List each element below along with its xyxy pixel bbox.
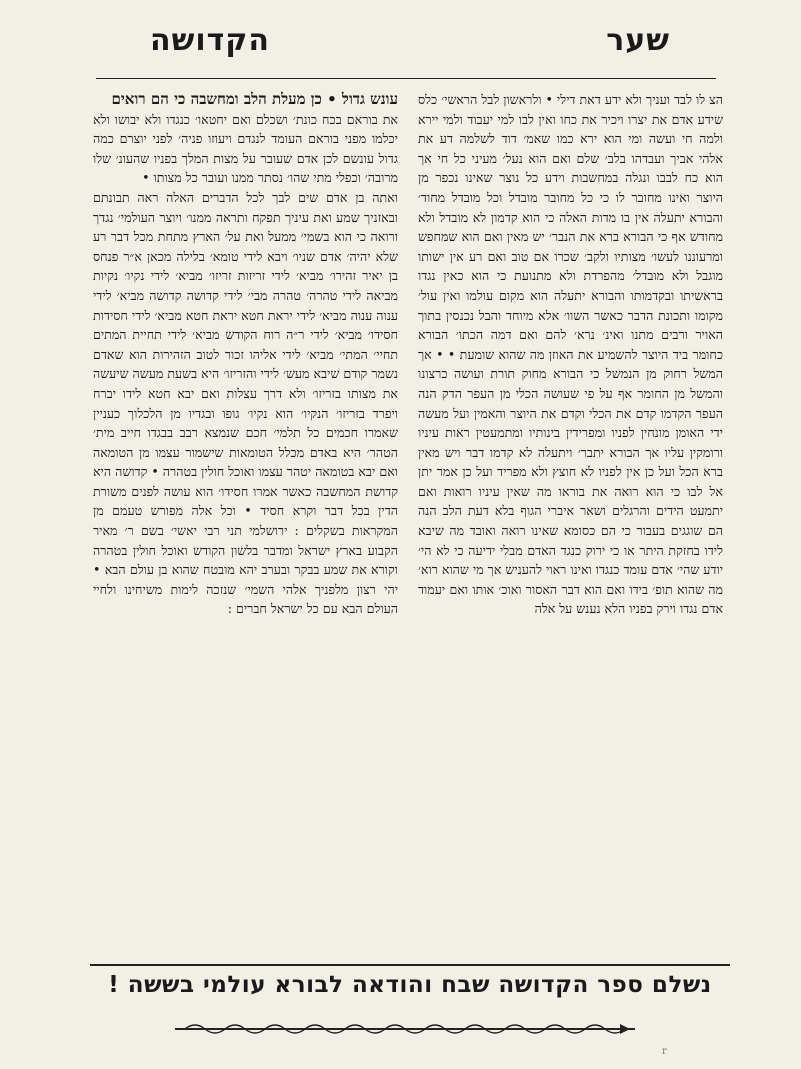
- left-column-paragraph: את בוראם בכח כונת׳ ושכלם ואם יחטאו׳ כנגדו ולא יבושו ולא יכלמו מפני בוראם העומד לנגדם ויעוזו פניה׳ לפני יוצרם כמה גדול עונשם לכן אדם שעובר על מצות המלך בפניו שהעונ׳ שלו מרובה׳ וכפלי מתי שהו׳ נסתר ממנו ועובר כל מצותו •: [93, 111, 398, 186]
- colophon: נשלם ספר הקדושה שבח והודאה לבורא עולמי בששה !: [90, 964, 730, 1012]
- running-head: [150, 18, 670, 62]
- header-rule: [96, 78, 716, 79]
- right-column-text: הצ לו לבד ועניך ולא ידע דאת דילי • ולראשון לבל הראשי׳ כלס שידע אדם את יצרו ויכיר את כחו ואין לבו למי יעבוד ולמי יירא ולמה חי ועשה ומי הוא ירא כמו שאמ׳ דוד לשלמה דע את אלהי אביך ועבדהו בלב׳ שלם ואם הוא נעל׳ מעיני כל חי אך הוא כח לבבו ונגלה במחשבות וידע כל נוצר שאינו נכפר מן היוצר ואינו מחובר לו כי כל מחובר מובדל וכל מובדל מחוד׳ והבורא יתעלה אין בו מדות האלה כי הוא קדמון לא מובדל ולא מחודש אף כי הבורא ברא את הנבר׳ יש מאין ואם הוא שמחפש ומרעוננו לעשו׳ מצותיו ולקב׳ שכרו אם טוב ואם רע אין ישותו מוגבל ולא מובדל׳ מהפרדת ולא מתנועת כי הוא כאין נגדו בראשיתו ובקדמותו והבורא יתעלה הוא מקום עולמו ואין עול׳ מקומו ותכונת הדבר כאשר השוו׳ אלא מיוחד והבל נכנסין בתוך האויר ורבים מתנו ואינ׳ נרא׳ להם ואם דמה הכתו׳ הבורא כחומר ביד היוצר להשמיע את האוזן מה שהוא שומעת • • אך המשל רחוק מן הנמשל כי הבורא מחוק תורת ועושה כרצונו והמשל מן החומר אף על פי שעושה הכלי מן העפר הדק הנה העפר הקדמו קדם את הכלי וקדם את היוצר והאמין ועל מעשה ידי האומן מונחין לפניו ומפרידין בינותיו ומתמעטין ראות עיניו ורומקין עליו אך הבורא יתבר׳ ויתעלה לא קדמו דבר ויש מאין ברא הכל ועל כן אין לפניו לא חוצץ ולא מפריד ועל כן אמר יתן אל לבו כי הוא רואה את בוראו מה שאין עיניו רואות ואם יתמעט הידים והרגלים ושאר איברי הגוף בלא דעת הלב הנה הם שוגגים בעבור כי הם כסומא שאינו רואה ואובד מה שיבא לידו בחזקת היתר או כי ירוק כנגד האדם מבלי ידיעה כי לא הי׳ יודע שהי׳ אדם עומד כנגדו ואינו ראוי להעניש אך מי שהוא רוא׳ מה שהוא תופ׳ בידו ואם הוא דבר האסור ואוכ׳ אותו ואם יעמוד אדם נגדו וירק בפניו הלא נענש על אלה: [418, 92, 723, 617]
- left-column: [93, 90, 398, 960]
- ornamental-border: [175, 1020, 635, 1038]
- text-columns: [93, 90, 723, 960]
- left-column-paragraph: ואתה בן אדם שים לבך לכל הדברים האלה ראה תבונתם ובאזניך שמע ואת עיניך תפקח ותראה ממנו׳ ויוצר העולמי׳ נגדך ורואה כי הוא בשמי׳ ממעל ואת על׳ הארץ מתחת מכל דבר רע שלא יהיה׳ אדם שניו׳ ויבא לידי טומא׳ בלילה מכאן א״ר פנחס בן יאיר זהירו׳ מביא׳ לידי זריזות זריזו׳ מביא׳ לידי נקיו׳ נקיות מביאה לידי טהרה׳ טהרה מבי׳ לידי קדושה קדושה מביא׳ לידי ענוה ענוה מביא׳ לידי יראת חטא יראת חטא מביא׳ לידי חסידות חסידו׳ מביא׳ לידי ר״ה רוח הקודש מביא׳ לידי תחיית המתים תחיי׳ המתי׳ מביא׳ לידי אליהו זכור לטוב הזהירות הוא שאדם נשמר קודם שיבא מעש׳ לידי והזריזו׳ היא בשעת מעשה שיעשה את מצותו בזריזו׳ ולא דרך עצלות ואם יבא חטא לידו יברח ויפרד בזריזו׳ הנקיו׳ הוא נקיו׳ גופו ובגדיו מן הלכלוך כעניין שאמרו חכמים כל תלמי׳ חכם שנמצא רבב בבגדו חייב מית׳ הטהר׳ היא באדם מכלל הטומאות שישמור עצמו מן הטומאה ואם יבא בטומאה יטהר עצמו ואוכל חולין בטהרה • קדושה היא קדושת המחשבה כאשר אמרו חסידו׳ הוא עושה לפנים משורת הדין בכל דבר וקרא חסיד • וכל אלה מפורש טעמם מן המקראות בשקלים : ירושלמי תני רבי יאשי׳ בשם ר׳ מאיר הקבוע בארץ ישראל ומדבר בלשון הקודש ואוכל חולין בטהרה וקורא את שמע בבקר ובערב יהא מובטח שהוא בן עולם הבא • יהי רצון מלפניך אלהי השמי׳ שנזכה לימות משיחינו ולחיי העולם הבא עם כל ישראל חברים :: [93, 189, 398, 617]
- left-column-lead: עונש גדול • כן מעלת הלב ומחשבה כי הם רואים: [111, 90, 398, 108]
- footer-mark: r: [662, 1046, 667, 1057]
- running-head-right: שער: [606, 22, 670, 58]
- running-head-left: הקדושה: [150, 22, 270, 58]
- right-column: [418, 90, 723, 960]
